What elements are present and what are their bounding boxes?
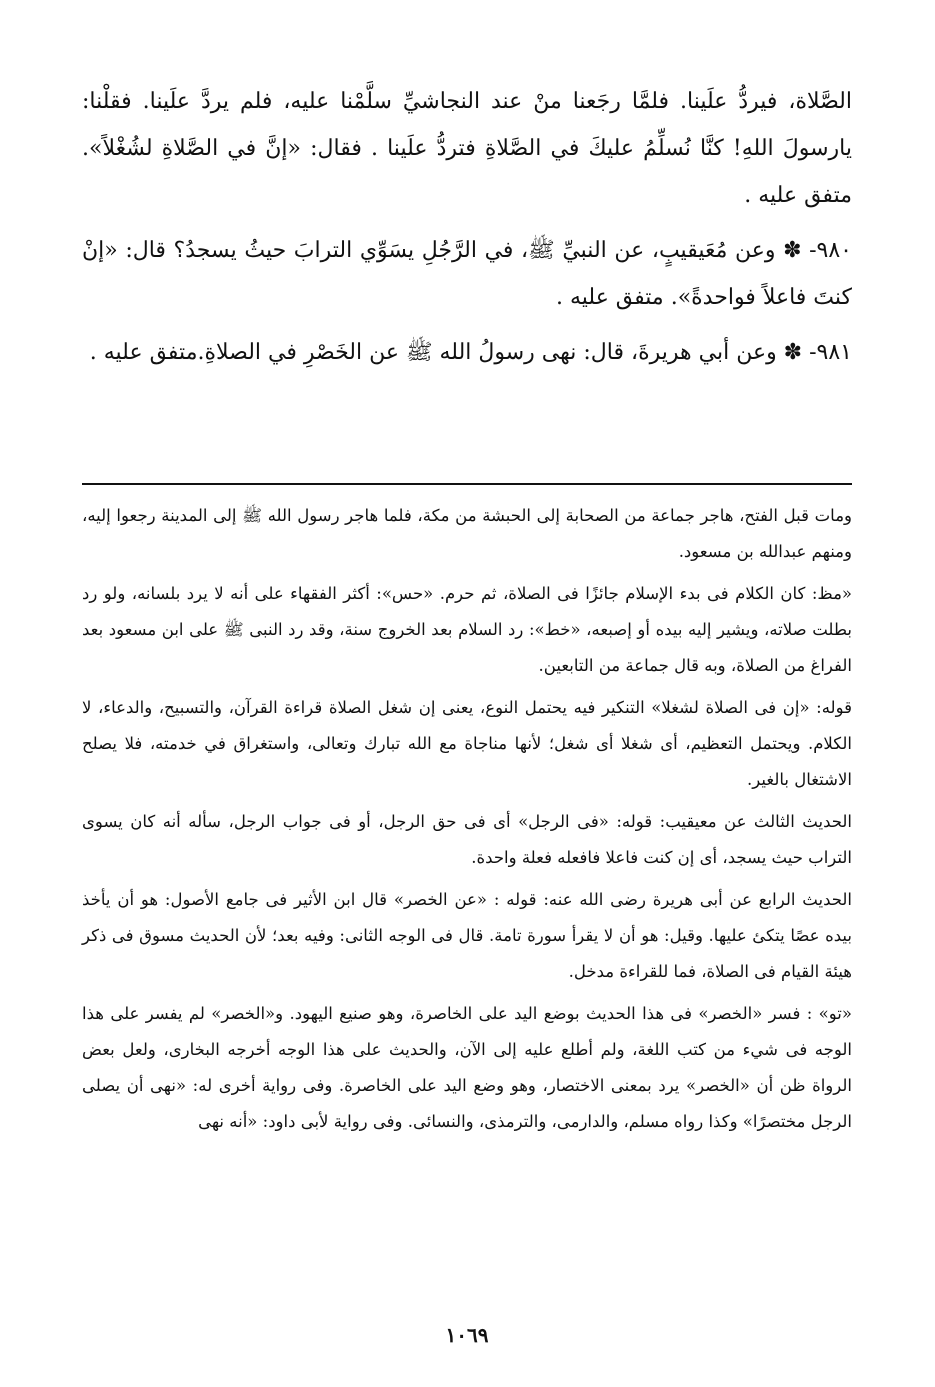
page-number: ١٠٦٩ [445,1323,489,1347]
footnote-paragraph: الحديث الرابع عن أبى هريرة رضى الله عنه: قوله : «عن الخصر» قال ابن الأثير فى جامع الأصول: هو أن يأخذ بيده عصًا يتكئ عليها. وقيل: هو أن لا يقرأ سورة تامة. قال فى الوجه الثانى: وفيه بعد؛ لأن الحديث مسوق فى ذكر هيئة القيام فى الصلاة، فما للقراءة مدخل. [82,890,852,981]
footnote-paragraph: قوله: «إن فى الصلاة لشغلا» التنكير فيه يحتمل النوع، يعنى إن شغل الصلاة قراءة القرآن، والتسبيح، والدعاء، لا الكلام. ويحتمل التعظيم، أى شغلا أى شغل؛ لأنها مناجاة مع الله تبارك وتعالى، واستغراق في خدمته، فلا يصلح الاشتغال بالغير. [82,698,852,789]
footnote-divider [82,483,852,485]
footnote-paragraph: ومات قبل الفتح، هاجر جماعة من الصحابة إلى الحبشة من مكة، فلما هاجر رسول الله ﷺ إلى المدينة رجعوا إليه، ومنهم عبدالله بن مسعود. [82,506,852,561]
hadith-paragraph-1: الصَّلاة، فيردُّ علَينا. فلمَّا رجَعنا منْ عند النجاشيِّ سلَّمْنا عليه، فلم يردَّ علَينا. فقلْنا: يارسولَ اللهِ! كنَّا نُسلِّمُ عليكَ في الصَّلاةِ فتردُّ علَينا . فقال: «إنَّ في الصَّلاةِ لشُغْلاً». متفق عليه . [82,89,852,208]
hadith-paragraph-981: ٩٨١- ✽ وعن أبي هريرةَ، قال: نهى رسولُ الله ﷺ عن الخَصْرِ في الصلاةِ.متفق عليه . [89,340,852,365]
footnote-paragraph: الحديث الثالث عن معيقيب: قوله: «فى الرجل» أى فى حق الرجل، أو فى جواب الرجل، سأله أنه كان يسوى التراب حيث يسجد، أى إن كنت فاعلا فافعله فعلة واحدة. [82,812,852,867]
book-page [82,78,852,1368]
commentary-footnotes [82,498,852,1146]
hadith-text [82,78,852,376]
hadith-paragraph-980: ٩٨٠- ✽ وعن مُعَيقيبٍ، عن النبيِّ ﷺ، في الرَّجُلِ يسَوِّي الترابَ حيثُ يسجدُ؟ قال: «إنْ كنتَ فاعلاً فواحدةً». متفق عليه . [82,238,852,310]
footnote-paragraph: «تو» : فسر «الخصر» فى هذا الحديث بوضع اليد على الخاصرة، وهو صنيع اليهود. و«الخصر» لم يفسر على هذا الوجه فى شيء من كتب اللغة، ولم أطلع عليه إلى الآن، والحديث على هذا الوجه أخرجه البخارى، ولعل بعض الرواة ظن أن «الخصر» يرد بمعنى الاختصار، وهو وضع اليد على الخاصرة. وفى رواية أخرى له: «نهى أن يصلى الرجل مختصرًا» وكذا رواه مسلم، والدارمى، والترمذى، والنسائى. وفى رواية لأبى داود: «أنه نهى [82,1004,852,1131]
footnote-paragraph: «مظ: كان الكلام فى بدء الإسلام جائزًا فى الصلاة، ثم حرم. «حس»: أكثر الفقهاء على أنه لا يرد بلسانه، ولو رد بطلت صلاته، ويشير إليه بيده أو إصبعه، «خط»: رد السلام بعد الخروج سنة، وقد رد النبى ﷺ على ابن مسعود بعد الفراغ من الصلاة، وبه قال جماعة من التابعين. [82,584,852,675]
